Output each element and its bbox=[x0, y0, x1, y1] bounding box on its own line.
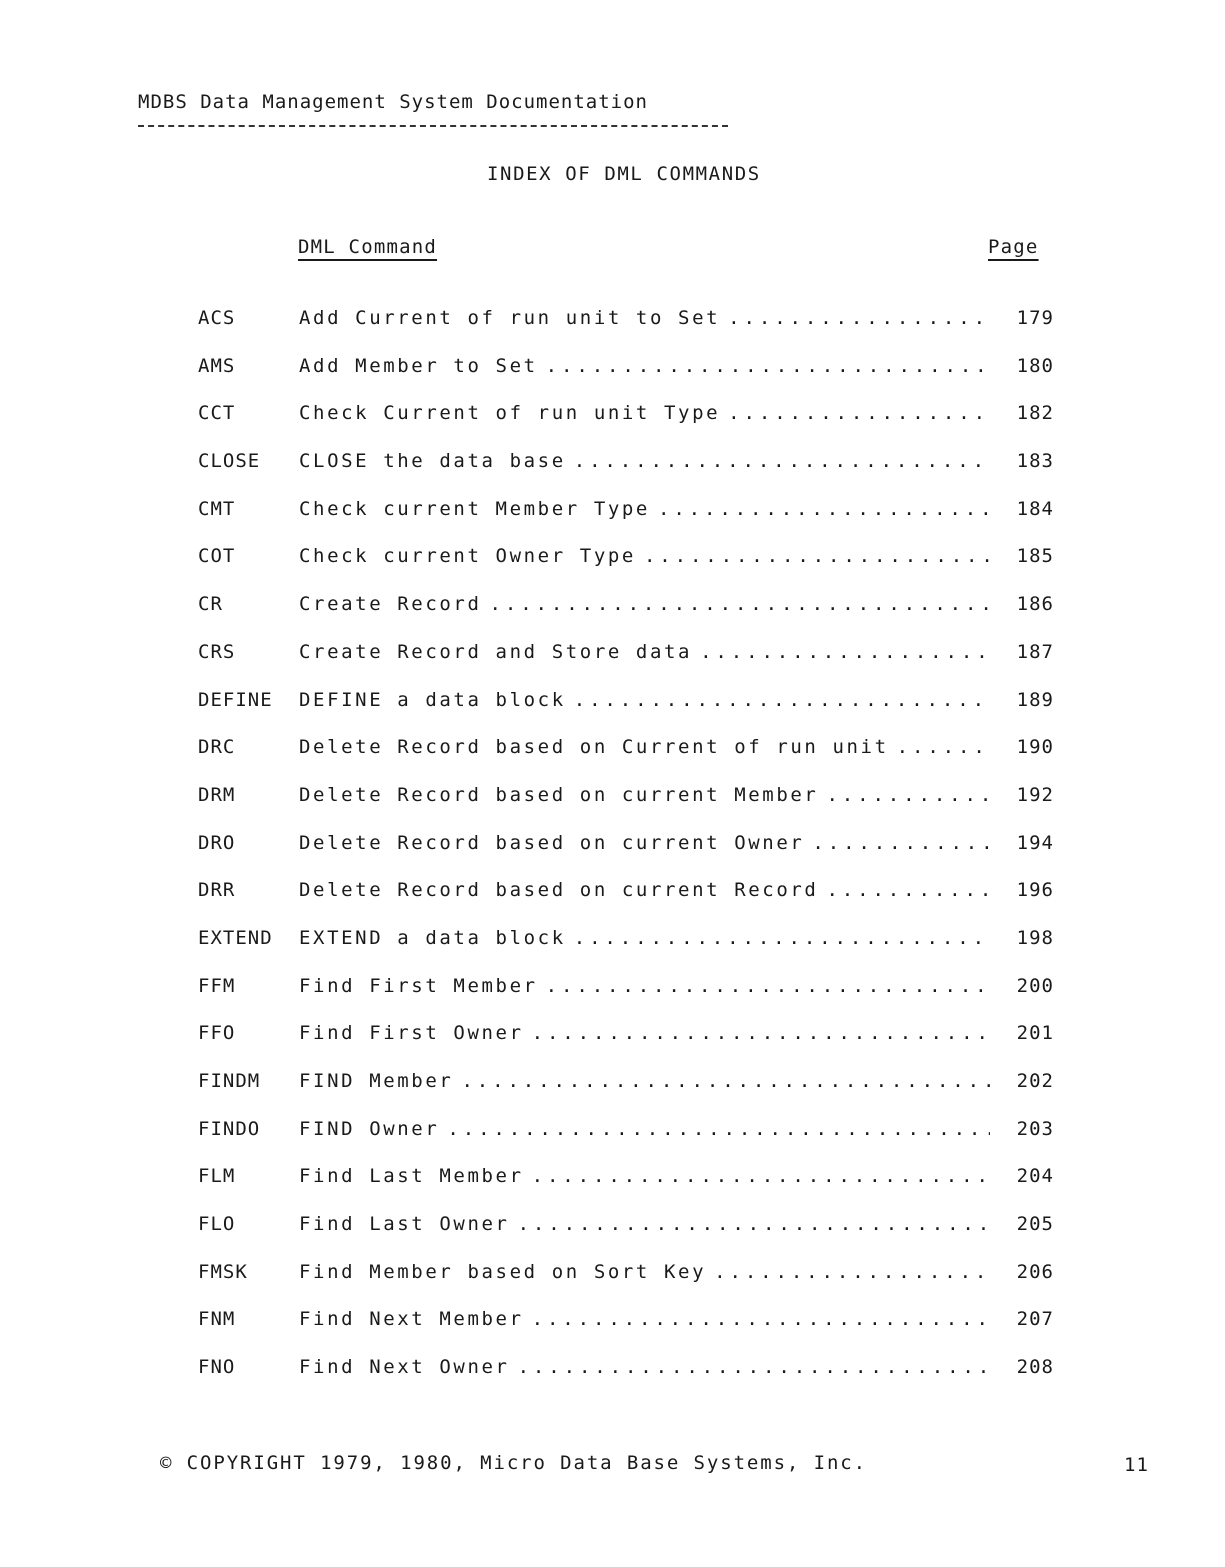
index-entry bbox=[198, 917, 1058, 965]
command-description: CLOSE the data base bbox=[299, 450, 566, 473]
description-with-leader bbox=[299, 1118, 990, 1140]
dot-leader bbox=[439, 1118, 990, 1140]
page-number: 11 bbox=[1124, 1454, 1149, 1476]
page-reference: 208 bbox=[1016, 1356, 1054, 1379]
index-entry bbox=[198, 822, 1058, 870]
description-with-leader bbox=[299, 879, 990, 901]
command-description: Delete Record based on current Member bbox=[299, 783, 819, 806]
description-with-leader bbox=[299, 1213, 990, 1235]
command-description: Create Record bbox=[299, 593, 482, 616]
page-reference: 207 bbox=[1016, 1308, 1054, 1331]
description-with-leader bbox=[299, 545, 990, 567]
page-reference: 192 bbox=[1016, 783, 1054, 806]
command-description: Find Last Member bbox=[299, 1165, 524, 1188]
command-code: FNO bbox=[198, 1356, 236, 1379]
page-reference: 202 bbox=[1016, 1070, 1054, 1092]
page-reference: 198 bbox=[1016, 926, 1054, 949]
command-description: Find Next Member bbox=[299, 1308, 524, 1331]
description-with-leader bbox=[299, 1165, 990, 1187]
page-reference: 194 bbox=[1016, 831, 1054, 854]
command-description: FIND Member bbox=[299, 1070, 454, 1092]
command-description: Add Member to Set bbox=[299, 354, 538, 377]
dot-leader bbox=[510, 1356, 990, 1378]
command-code: DRO bbox=[198, 831, 236, 854]
description-with-leader bbox=[299, 1022, 990, 1044]
description-with-leader bbox=[299, 402, 990, 424]
index-entry bbox=[198, 869, 1058, 917]
page-title: INDEX OF DML COMMANDS bbox=[487, 163, 761, 185]
command-code: COT bbox=[198, 545, 236, 568]
command-description: Delete Record based on Current of run unit bbox=[299, 736, 889, 759]
index-entry bbox=[198, 440, 1058, 488]
command-code: DEFINE bbox=[198, 688, 273, 711]
description-with-leader bbox=[299, 1356, 990, 1378]
description-with-leader bbox=[299, 927, 990, 949]
description-with-leader bbox=[299, 1261, 990, 1283]
page-reference: 186 bbox=[1016, 593, 1054, 616]
dot-leader bbox=[524, 1022, 990, 1044]
description-with-leader bbox=[299, 689, 990, 711]
dot-leader bbox=[818, 784, 990, 806]
header-rule bbox=[138, 125, 728, 127]
command-description: Find Last Owner bbox=[299, 1213, 510, 1236]
page-reference: 183 bbox=[1016, 450, 1054, 473]
page-reference: 196 bbox=[1016, 879, 1054, 902]
dot-leader bbox=[524, 1308, 990, 1330]
column-header-page: Page bbox=[988, 236, 1039, 258]
page-reference: 200 bbox=[1016, 974, 1054, 997]
dot-leader bbox=[566, 450, 990, 472]
copyright-notice: © COPYRIGHT 1979, 1980, Micro Data Base Systems, Inc. bbox=[160, 1452, 867, 1474]
command-description: Create Record and Store data bbox=[299, 640, 693, 663]
command-code: FINDM bbox=[198, 1070, 261, 1092]
command-code: DRC bbox=[198, 736, 236, 759]
page-reference: 206 bbox=[1016, 1260, 1054, 1283]
page-reference: 201 bbox=[1016, 1022, 1054, 1045]
page-reference: 203 bbox=[1016, 1117, 1054, 1140]
description-with-leader bbox=[299, 641, 990, 663]
command-description: Find Next Owner bbox=[299, 1356, 510, 1379]
index-entry bbox=[198, 297, 1058, 345]
index-entry bbox=[198, 726, 1058, 774]
dot-leader bbox=[566, 927, 990, 949]
command-code: CMT bbox=[198, 497, 236, 520]
description-with-leader bbox=[299, 307, 990, 329]
command-code: FMSK bbox=[198, 1260, 248, 1283]
index-entry bbox=[198, 679, 1058, 727]
index-entry bbox=[198, 345, 1058, 393]
page-reference: 184 bbox=[1016, 497, 1054, 520]
index-entry bbox=[198, 1060, 1058, 1108]
index-entry bbox=[198, 774, 1058, 822]
description-with-leader bbox=[299, 736, 990, 758]
dot-leader bbox=[804, 832, 990, 854]
index-entry bbox=[198, 488, 1058, 536]
command-description: Delete Record based on current Record bbox=[299, 879, 819, 902]
column-header-command: DML Command bbox=[298, 236, 438, 258]
command-code: DRM bbox=[198, 783, 236, 806]
description-with-leader bbox=[299, 832, 990, 854]
command-description: Check current Owner Type bbox=[299, 545, 636, 568]
page-reference: 182 bbox=[1016, 402, 1054, 425]
command-code: CCT bbox=[198, 402, 236, 425]
command-code: FLO bbox=[198, 1213, 236, 1236]
index-entry bbox=[198, 392, 1058, 440]
index-list bbox=[198, 297, 1058, 1394]
command-description: Delete Record based on current Owner bbox=[299, 831, 805, 854]
description-with-leader bbox=[299, 1308, 990, 1330]
dot-leader bbox=[889, 736, 990, 758]
index-entry bbox=[198, 1012, 1058, 1060]
command-description: Add Current of run unit to Set bbox=[299, 307, 721, 329]
dot-leader bbox=[482, 593, 990, 615]
command-code: DRR bbox=[198, 879, 236, 902]
description-with-leader bbox=[299, 784, 990, 806]
command-description: Find First Member bbox=[299, 974, 538, 997]
description-with-leader bbox=[299, 975, 990, 997]
index-entry bbox=[198, 1346, 1058, 1394]
page-reference: 204 bbox=[1016, 1165, 1054, 1188]
command-code: FFO bbox=[198, 1022, 236, 1045]
dot-leader bbox=[720, 402, 990, 424]
command-description: Check current Member Type bbox=[299, 497, 650, 520]
index-entry bbox=[198, 965, 1058, 1013]
command-description: DEFINE a data block bbox=[299, 688, 566, 711]
description-with-leader bbox=[299, 498, 990, 520]
page-reference: 189 bbox=[1016, 688, 1054, 711]
index-entry bbox=[198, 631, 1058, 679]
index-entry bbox=[198, 1203, 1058, 1251]
running-header: MDBS Data Management System Documentation bbox=[138, 91, 648, 113]
command-description: Find Member based on Sort Key bbox=[299, 1260, 707, 1283]
description-with-leader bbox=[299, 355, 990, 377]
command-code: CR bbox=[198, 593, 223, 616]
dot-leader bbox=[538, 355, 990, 377]
description-with-leader bbox=[299, 1070, 990, 1092]
command-code: EXTEND bbox=[198, 926, 273, 949]
command-description: Check Current of run unit Type bbox=[299, 402, 721, 425]
dot-leader bbox=[706, 1261, 990, 1283]
index-entry bbox=[198, 1108, 1058, 1156]
dot-leader bbox=[636, 545, 990, 567]
command-code: FFM bbox=[198, 974, 236, 997]
command-code: AMS bbox=[198, 354, 236, 377]
index-entry bbox=[198, 1155, 1058, 1203]
command-code: FNM bbox=[198, 1308, 236, 1331]
index-entry bbox=[198, 535, 1058, 583]
index-entry bbox=[198, 1251, 1058, 1299]
dot-leader bbox=[720, 307, 990, 329]
description-with-leader bbox=[299, 450, 990, 472]
description-with-leader bbox=[299, 593, 990, 615]
page-reference: 205 bbox=[1016, 1213, 1054, 1236]
command-code: FINDO bbox=[198, 1117, 261, 1140]
dot-leader bbox=[566, 689, 990, 711]
command-description: Find First Owner bbox=[299, 1022, 524, 1045]
page-reference: 185 bbox=[1016, 545, 1054, 568]
dot-leader bbox=[818, 879, 990, 901]
command-code: ACS bbox=[198, 307, 236, 329]
command-code: CRS bbox=[198, 640, 236, 663]
command-description: FIND Owner bbox=[299, 1117, 440, 1140]
index-entry bbox=[198, 583, 1058, 631]
dot-leader bbox=[538, 975, 990, 997]
dot-leader bbox=[650, 498, 990, 520]
page-reference: 187 bbox=[1016, 640, 1054, 663]
dot-leader bbox=[692, 641, 990, 663]
page-reference: 180 bbox=[1016, 354, 1054, 377]
command-description: EXTEND a data block bbox=[299, 926, 566, 949]
command-code: CLOSE bbox=[198, 450, 261, 473]
command-code: FLM bbox=[198, 1165, 236, 1188]
dot-leader bbox=[453, 1070, 990, 1092]
dot-leader bbox=[510, 1213, 990, 1235]
dot-leader bbox=[524, 1165, 990, 1187]
page-reference: 179 bbox=[1016, 307, 1054, 329]
index-entry bbox=[198, 1298, 1058, 1346]
page-reference: 190 bbox=[1016, 736, 1054, 759]
